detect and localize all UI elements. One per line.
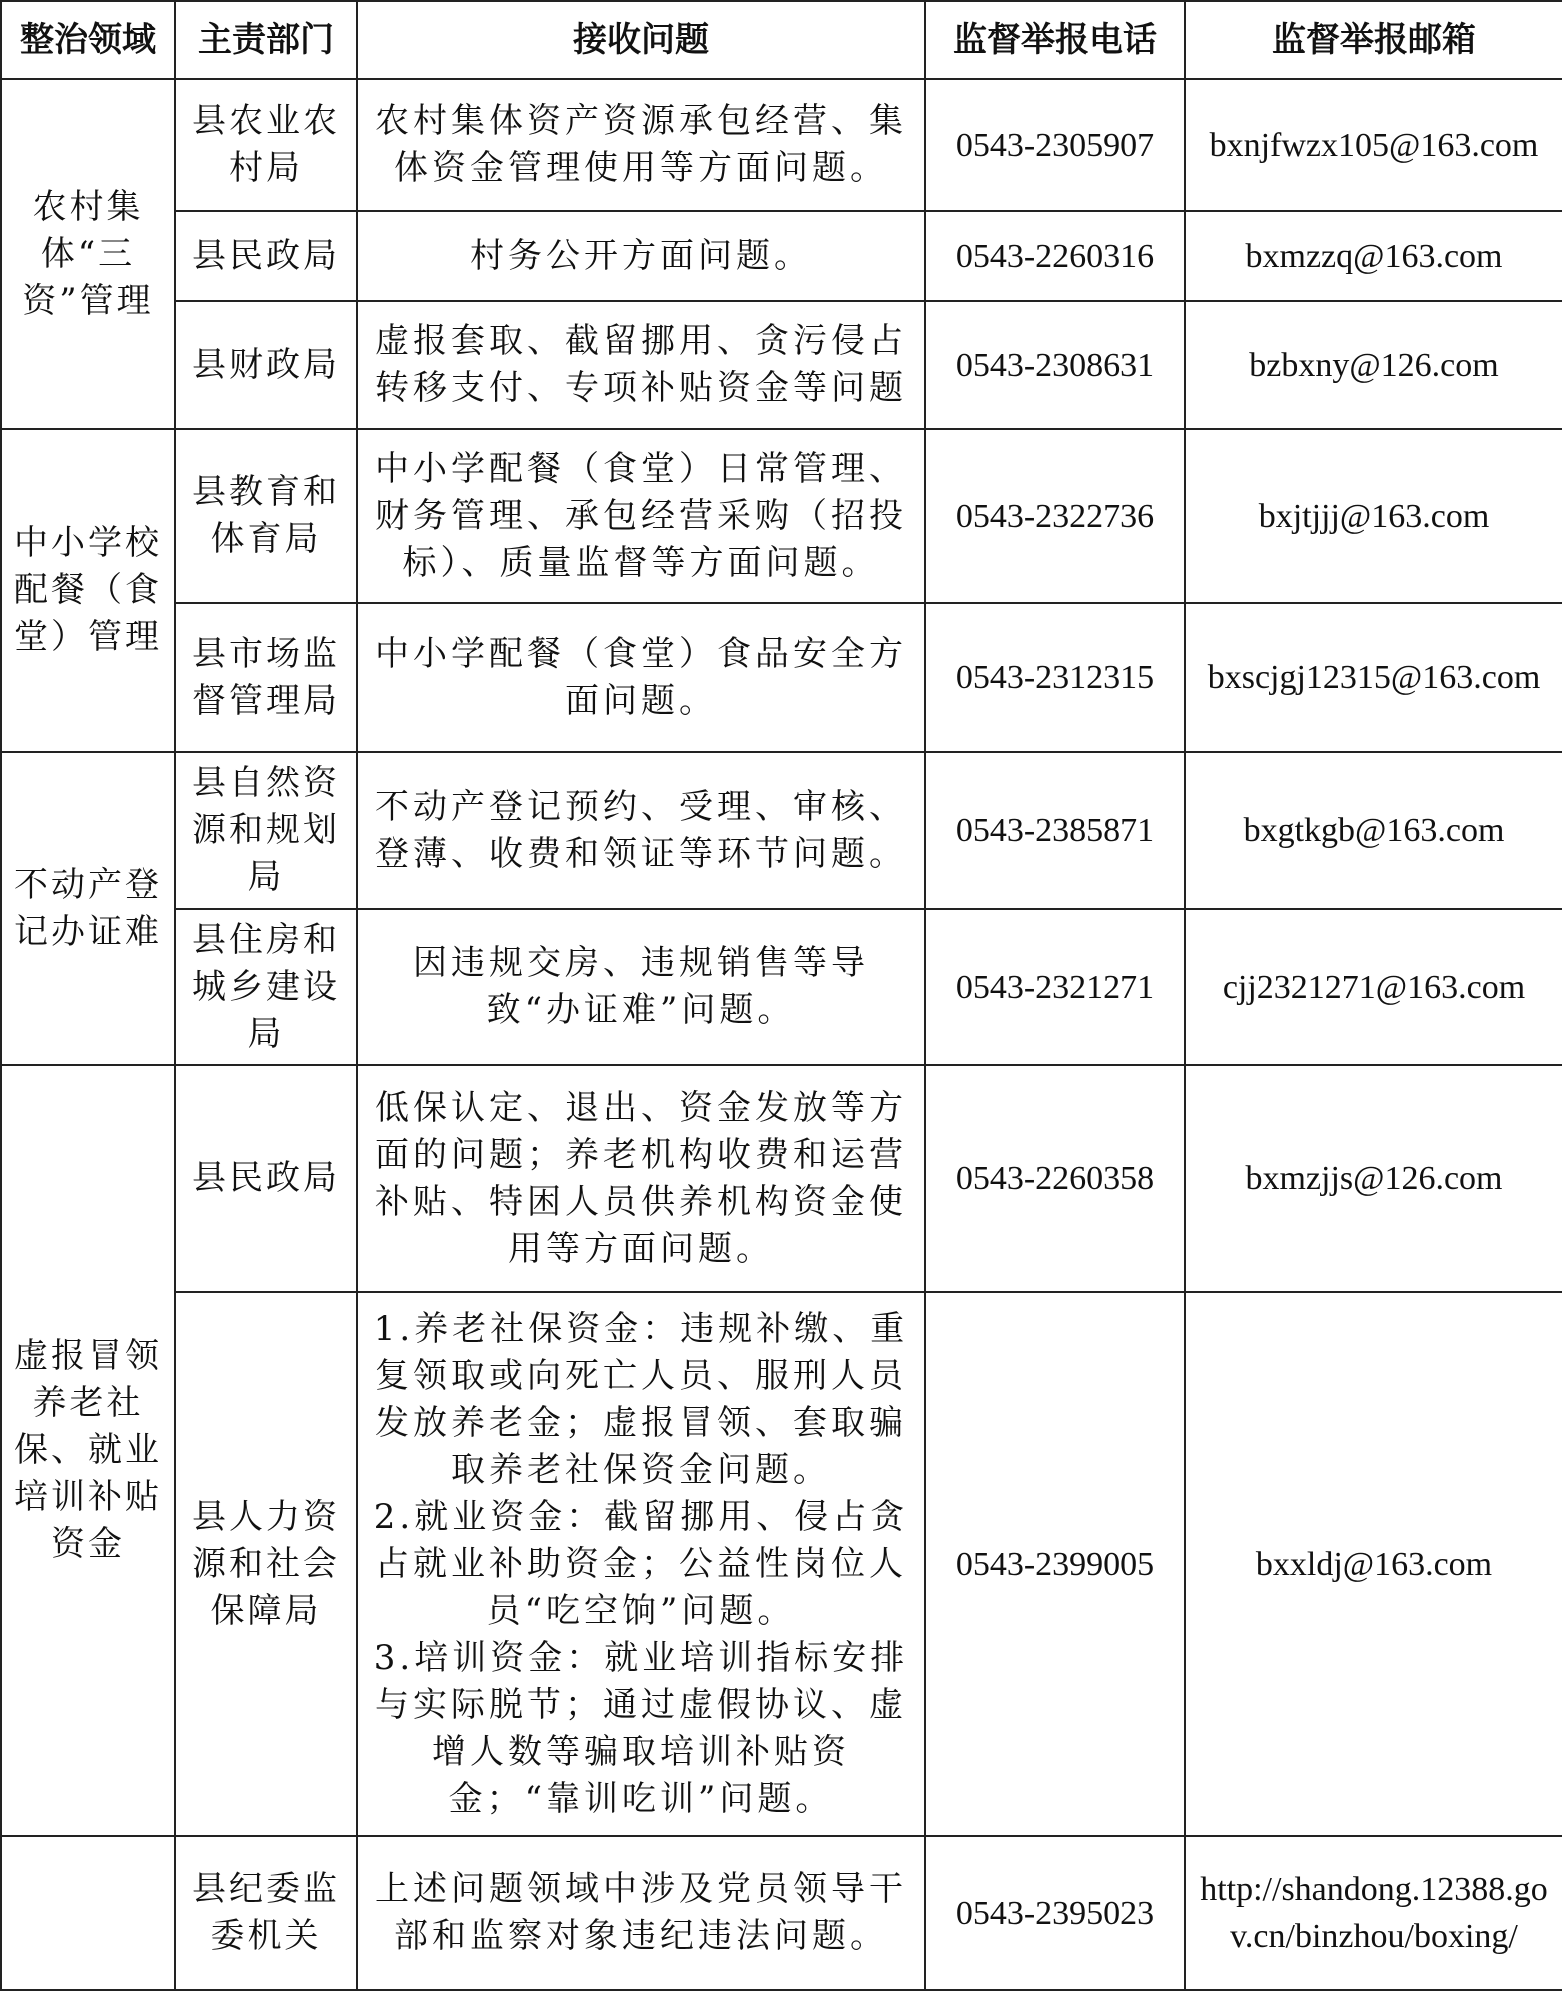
dept-cell: 县民政局: [175, 1065, 357, 1292]
header-phone: 监督举报电话: [925, 1, 1185, 79]
issue-cell: 农村集体资产资源承包经营、集体资金管理使用等方面问题。: [357, 79, 925, 211]
email-cell: bxgtkgb@163.com: [1185, 752, 1562, 909]
table-row: [1, 603, 1562, 752]
table-row: [1, 79, 1562, 211]
email-cell: bxmzjjs@126.com: [1185, 1065, 1562, 1292]
phone-cell: 0543-2322736: [925, 429, 1185, 603]
issue-line: 1.养老社保资金：违规补缴、重复领取或向死亡人员、服刑人员发放养老金；虚报冒领、套取骗取养老社保资金问题。: [373, 1308, 909, 1490]
phone-cell: 0543-2385871: [925, 752, 1185, 909]
table-row: [1, 1836, 1562, 1990]
issue-cell: 中小学配餐（食堂）食品安全方面问题。: [357, 603, 925, 752]
table-row: [1, 211, 1562, 301]
phone-cell: 0543-2399005: [925, 1292, 1185, 1836]
email-cell: bzbxny@126.com: [1185, 301, 1562, 429]
dept-cell: 县纪委监委机关: [175, 1836, 357, 1990]
issue-cell: [357, 1292, 925, 1836]
header-field: 整治领域: [1, 1, 175, 79]
phone-cell: 0543-2312315: [925, 603, 1185, 752]
dept-cell: 县自然资源和规划局: [175, 752, 357, 909]
table-row: [1, 1065, 1562, 1292]
issue-cell: 中小学配餐（食堂）日常管理、财务管理、承包经营采购（招投标）、质量监督等方面问题。: [357, 429, 925, 603]
issue-cell: 村务公开方面问题。: [357, 211, 925, 301]
issue-cell: 上述问题领域中涉及党员领导干部和监察对象违纪违法问题。: [357, 1836, 925, 1990]
issue-line: 2.就业资金：截留挪用、侵占贪占就业补助资金；公益性岗位人员“吃空饷”问题。: [373, 1496, 909, 1631]
email-cell: cjj2321271@163.com: [1185, 909, 1562, 1065]
dept-cell: 县人力资源和社会保障局: [175, 1292, 357, 1836]
issue-cell: 因违规交房、违规销售等导致“办证难”问题。: [357, 909, 925, 1065]
issue-cell: 虚报套取、截留挪用、贪污侵占转移支付、专项补贴资金等问题: [357, 301, 925, 429]
header-email: 监督举报邮箱: [1185, 1, 1562, 79]
field-cell: 虚报冒领养老社保、就业培训补贴资金: [1, 1065, 175, 1836]
issue-cell: 不动产登记预约、受理、审核、登薄、收费和领证等环节问题。: [357, 752, 925, 909]
email-cell: bxscjgj12315@163.com: [1185, 603, 1562, 752]
dept-cell: 县教育和体育局: [175, 429, 357, 603]
phone-cell: 0543-2260358: [925, 1065, 1185, 1292]
phone-cell: 0543-2260316: [925, 211, 1185, 301]
phone-cell: 0543-2305907: [925, 79, 1185, 211]
header-issue: 接收问题: [357, 1, 925, 79]
dept-cell: 县市场监督管理局: [175, 603, 357, 752]
header-row: [1, 1, 1562, 79]
table-row: [1, 1292, 1562, 1836]
table-row: [1, 752, 1562, 909]
phone-cell: 0543-2321271: [925, 909, 1185, 1065]
email-link[interactable]: http://shandong.12388.gov.cn/binzhou/boxing/: [1185, 1836, 1562, 1990]
table-row: [1, 909, 1562, 1065]
field-cell: [1, 1836, 175, 1990]
phone-cell: 0543-2395023: [925, 1836, 1185, 1990]
email-cell: bxjtjjj@163.com: [1185, 429, 1562, 603]
issue-line: 3.培训资金：就业培训指标安排与实际脱节；通过虚假协议、虚增人数等骗取培训补贴资金；“靠训吃训”问题。: [373, 1637, 909, 1819]
table-row: [1, 429, 1562, 603]
table-row: [1, 301, 1562, 429]
email-cell: bxmzzq@163.com: [1185, 211, 1562, 301]
field-cell: 中小学校配餐（食堂）管理: [1, 429, 175, 752]
dept-cell: 县民政局: [175, 211, 357, 301]
phone-cell: 0543-2308631: [925, 301, 1185, 429]
email-cell: bxnjfwzx105@163.com: [1185, 79, 1562, 211]
dept-cell: 县住房和城乡建设局: [175, 909, 357, 1065]
dept-cell: 县财政局: [175, 301, 357, 429]
field-cell: 农村集体“三资”管理: [1, 79, 175, 429]
issue-cell: 低保认定、退出、资金发放等方面的问题；养老机构收费和运营补贴、特困人员供养机构资金使用等方面问题。: [357, 1065, 925, 1292]
header-dept: 主责部门: [175, 1, 357, 79]
email-cell: bxxldj@163.com: [1185, 1292, 1562, 1836]
dept-cell: 县农业农村局: [175, 79, 357, 211]
field-cell: 不动产登记办证难: [1, 752, 175, 1065]
